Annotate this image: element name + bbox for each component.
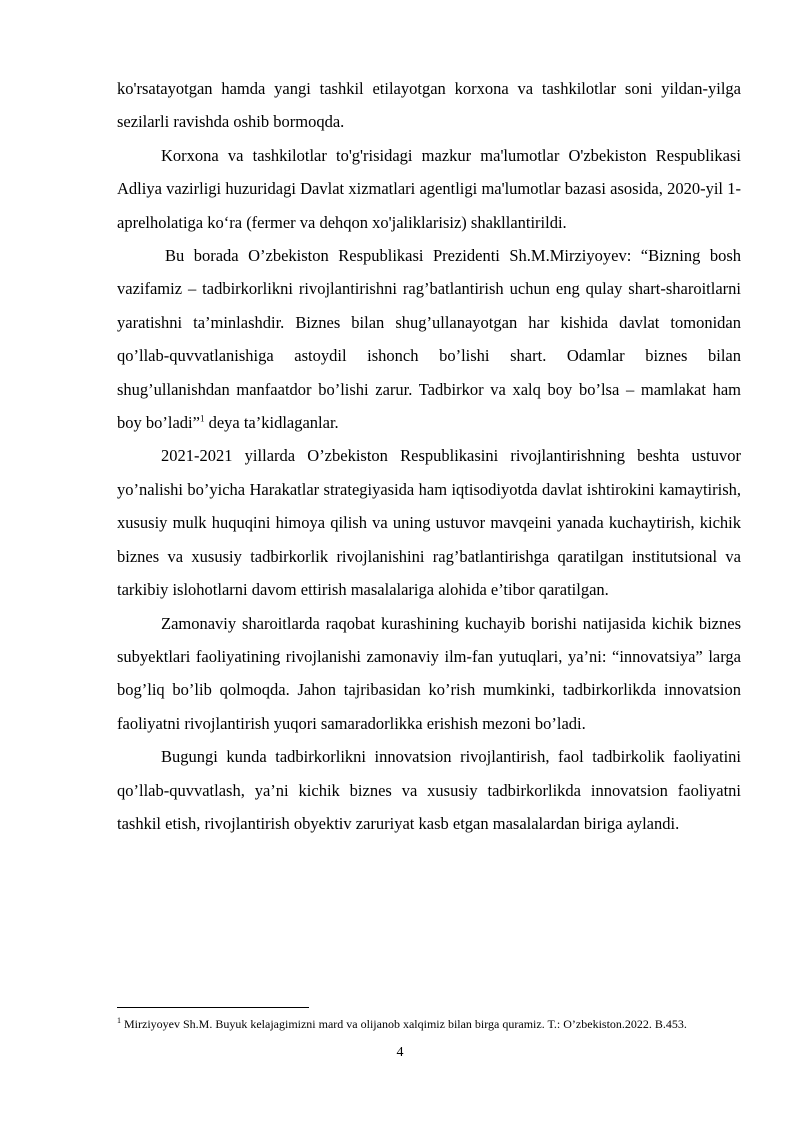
footnote [117, 1013, 741, 1032]
paragraph-conclusion: Bugungi kunda tadbirkorlikni innovatsion rivojlantirish, faol tadbirkolik faoliyatini qo’llab-quvvatlash, ya’ni kichik biznes va xususiy tadbirkorlikda innovatsion faoliyatni tashkil etish, rivojlantirish obyektiv zaruriyat kasb etgan masalalardan biriga aylandi. [117, 747, 741, 833]
page-number: 4 [396, 1045, 404, 1060]
footnote-marker: 1 [117, 1016, 121, 1025]
paragraph-innovation: Zamonaviy sharoitlarda raqobat kurashining kuchayib borishi natijasida kichik biznes subyektlari faoliyatining rivojlanishi zamonaviy ilm-fan yutuqlari, ya’ni: “innovatsiya” larga bog’liq bo’lib qolmoqda. Jahon tajribasidan ko’rish mumkinki, tadbirkorlikda innovatsion faoliyatni rivojlantirish yuqori samaradorlikka erishish mezoni bo’ladi. [117, 613, 741, 733]
paragraph-registry-data: Korxona va tashkilotlar to'g'risidagi mazkur ma'lumotlar O'zbekiston Respublikasi Adliya vazirligi huzuridagi Davlat xizmatlari agentligi ma'lumotlar bazasi asosida, 2020-yil 1-aprelholatiga ko‘ra (fermer va dehqon xo'jaliklarisiz) shakllantirildi. [117, 145, 741, 232]
paragraph-president-quote [117, 239, 741, 439]
footnote-separator [117, 1007, 309, 1008]
quote-text: Bu borada O’zbekiston Respublikasi Prezidenti Sh.M.Mirziyoyev: “Bizning bosh vazifamiz – tadbirkorlikni rivojlantirishni rag’batlantirish uchun eng qulay shart-sharoitlarni yaratishni ta’minlashdir. Biznes bilan shug’ullanayotgan har kishida davlat tomonidan qo’llab-quvvatlanishiga astoydil ishonch bo’lishi shart. Odamlar biznes bilan shug’ullanishdan manfaatdor bo’lishi zarur. Tadbirkor va xalq boy bo’lsa – mamlakat ham boy bo’ladi” [117, 246, 741, 433]
footnote-text: Mirziyoyev Sh.M. Buyuk kelajagimizni mard va olijanob xalqimiz bilan birga quramiz. T.: O’zbekiston.2022. B.453. [124, 1017, 687, 1031]
paragraph-strategy: 2021-2021 yillarda O’zbekiston Respublikasini rivojlantirishning beshta ustuvor yo’nalishi bo’yicha Harakatlar strategiyasida ham iqtisodiyotda davlat ishtirokini kamaytirish, xususiy mulk huquqini himoya qilish va uning ustuvor mavqeini yanada kuchaytirish, kichik biznes va xususiy tadbirkorlik rivojlanishini rag’batlantirishga qaratilgan institutsional va tarkibiy islohotlarni davom ettirish masalalariga alohida e’tibor qaratilgan. [117, 446, 741, 600]
paragraph-continuation: ko'rsatayotgan hamda yangi tashkil etilayotgan korxona va tashkilotlar soni yildan-yilga sezilarli ravishda oshib bormoqda. [117, 79, 741, 132]
body-text [117, 72, 741, 840]
quote-attribution: deya ta’kidlaganlar. [208, 413, 339, 433]
footnote-reference[interactable]: 1 [199, 413, 205, 424]
